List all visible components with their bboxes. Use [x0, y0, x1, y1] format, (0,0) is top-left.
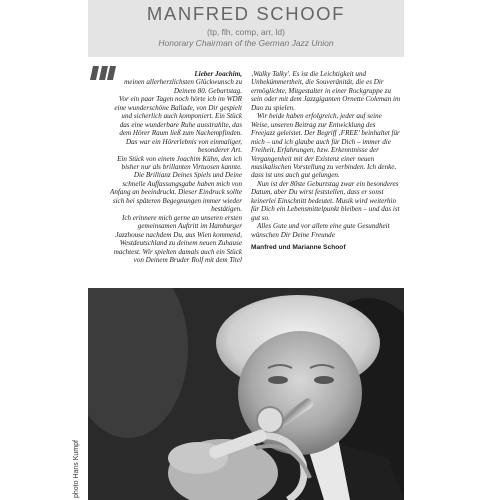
letter-paragraph-right: Nun ist der 80ste Geburtstag zwar ein besonderes Datum, aber Du wirst feststellen, dass er sonst keinerlei Einschnitt bedeutet. Musik wird weiterhin für Dich ein Lebensmittelpunkt bleiben – und das ist gut so. — [251, 179, 400, 222]
letter-column-left — [110, 70, 242, 264]
letter-paragraph-left: Ein Stück von einem Joachim Kühn, den ich bisher nur als brillanten Virtuosen kannte. Die Brillianz Deines Spiels und Deine schnelle Auffassungsgabe haben mich von Anfang an beeindruckt. Dieser Eindruck sollte sich bei späteren Begegnungen immer wieder bestätigen. — [110, 154, 242, 214]
page-title: MANFRED SCHOOF — [146, 3, 346, 24]
letter-paragraph-left: Vor ein paar Tagen noch hörte ich im WDR eine wunderschöne Ballade, von Dir gespielt und sicherlich auch komponiert. Ein Stück das eine wunderbare Ruhe ausstrahlte, das dem Hörer Raum ließ zum Nachempfinden. Das war ein Hörerlebnis von einmaliger, besonderer Art. — [114, 95, 242, 155]
magazine-page — [88, 0, 404, 500]
photo-credit: photo Hans Kumpf — [73, 440, 80, 498]
letter-paragraph-right: ‚Walky Talky'. Es ist die Leichtigkeit und Unbekümmertheit, die Souveränität, die es Dir ermöglichte, Mitgestalter in einer Rockgruppe zu sein oder mit dem Jazzgiganten Ornette Coleman im Duo zu spielen. — [251, 70, 401, 112]
letter-paragraph-right: Wir beide haben erfolgreich, jeder auf seine Weise, unseren Beitrag zur Entwicklung des Freejazz geleistet. Der Begriff ‚FREE' beinhaltet für mich – und ich glaube auch für Dich – immer die Freiheit, Erfahrungen, bzw. Erkenntnisse der Vergangenheit mit der Existenz einer neuen musikalischen Vorstellung zu verbinden. Ich denke, dass ist uns auch gut gelungen. — [251, 112, 400, 180]
role-subtitle: Honorary Chairman of the German Jazz Union — [158, 38, 334, 48]
letter-paragraph-left: meinen allerherzlichsten Glückwunsch zu Deinem 80. Geburtstag. — [124, 78, 242, 95]
letter-column-right — [251, 70, 401, 253]
portrait-photo — [88, 288, 404, 500]
letter-paragraph-left: Ich erinnere mich gerne an unseren ersten gemeinsamen Auftritt im Hamburger Jazzhouse nachdem Du, aus Wien kommend, Westdeutschland zu deinem neuen Zuhause machtest. Wir spielten damals auch ein Stück von Deinem Bruder Rolf mit dem Titel — [113, 213, 242, 264]
instruments-subtitle: (tp, flh, comp, arr, ld) — [207, 27, 285, 37]
letter-paragraph-left: Lieber Joachim, — [194, 70, 242, 78]
trumpeter-photo-illustration — [88, 288, 404, 500]
letter-paragraph-right: Alles Gute und vor allem eine gute Gesundheit wünschen Dir Deine Freunde — [251, 222, 390, 239]
signature: Manfred und Marianne Schoof — [251, 244, 346, 252]
header-band — [88, 0, 404, 57]
